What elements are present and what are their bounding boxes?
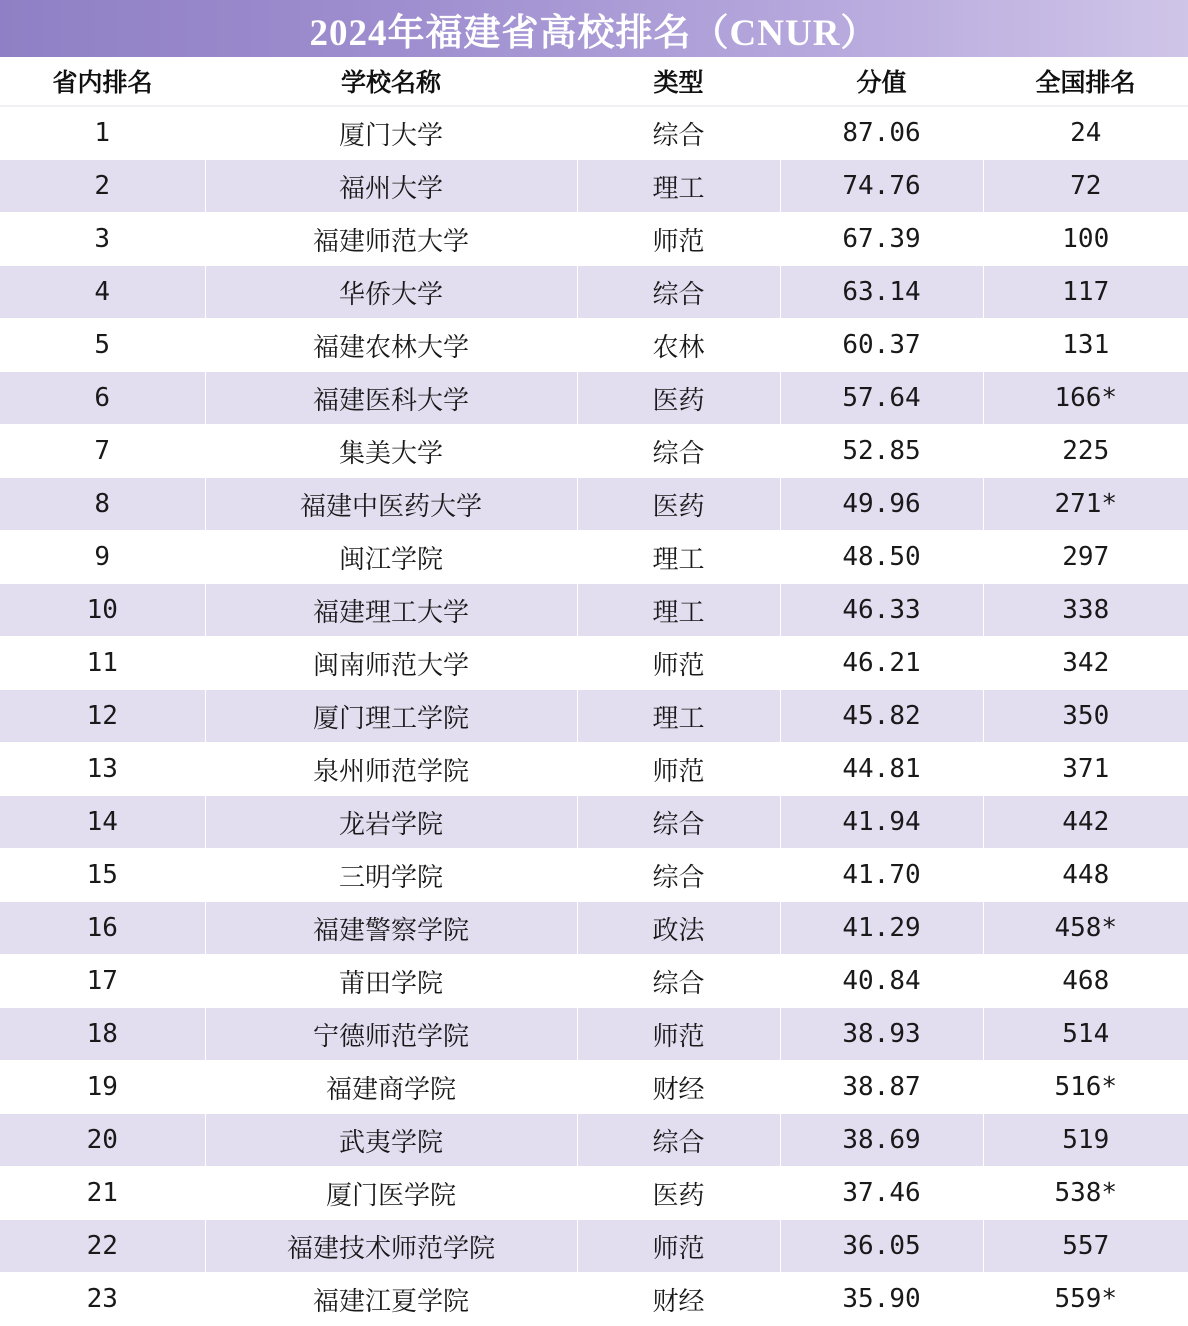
cell-type: 医药	[577, 478, 780, 531]
cell-national-rank: 371	[983, 743, 1188, 796]
cell-national-rank: 559*	[983, 1273, 1188, 1326]
cell-national-rank: 458*	[983, 902, 1188, 955]
column-header-type: 类型	[577, 57, 780, 106]
table-row	[0, 796, 1188, 849]
cell-province-rank: 6	[0, 372, 205, 425]
cell-province-rank: 16	[0, 902, 205, 955]
table-row	[0, 743, 1188, 796]
cell-school-name: 武夷学院	[205, 1114, 577, 1167]
column-header-score: 分值	[780, 57, 983, 106]
cell-score: 41.70	[780, 849, 983, 902]
cell-score: 49.96	[780, 478, 983, 531]
cell-school-name: 闽江学院	[205, 531, 577, 584]
cell-type: 医药	[577, 1167, 780, 1220]
cell-province-rank: 2	[0, 160, 205, 213]
cell-province-rank: 4	[0, 266, 205, 319]
cell-province-rank: 3	[0, 213, 205, 266]
column-header-national-rank: 全国排名	[983, 57, 1188, 106]
table-row	[0, 849, 1188, 902]
column-header-province-rank: 省内排名	[0, 57, 205, 106]
table-row	[0, 902, 1188, 955]
cell-province-rank: 19	[0, 1061, 205, 1114]
cell-national-rank: 338	[983, 584, 1188, 637]
cell-score: 37.46	[780, 1167, 983, 1220]
cell-type: 综合	[577, 955, 780, 1008]
column-header-school-name: 学校名称	[205, 57, 577, 106]
cell-province-rank: 17	[0, 955, 205, 1008]
table-row	[0, 1114, 1188, 1167]
cell-province-rank: 9	[0, 531, 205, 584]
cell-score: 67.39	[780, 213, 983, 266]
cell-type: 师范	[577, 743, 780, 796]
cell-national-rank: 297	[983, 531, 1188, 584]
cell-province-rank: 5	[0, 319, 205, 372]
cell-national-rank: 350	[983, 690, 1188, 743]
cell-national-rank: 342	[983, 637, 1188, 690]
cell-province-rank: 1	[0, 106, 205, 160]
cell-type: 财经	[577, 1061, 780, 1114]
cell-school-name: 泉州师范学院	[205, 743, 577, 796]
cell-score: 52.85	[780, 425, 983, 478]
table-row	[0, 955, 1188, 1008]
cell-type: 师范	[577, 1008, 780, 1061]
table-row	[0, 319, 1188, 372]
cell-score: 41.29	[780, 902, 983, 955]
cell-school-name: 龙岩学院	[205, 796, 577, 849]
cell-type: 理工	[577, 160, 780, 213]
cell-national-rank: 225	[983, 425, 1188, 478]
cell-national-rank: 442	[983, 796, 1188, 849]
cell-province-rank: 8	[0, 478, 205, 531]
table-row	[0, 1061, 1188, 1114]
cell-school-name: 宁德师范学院	[205, 1008, 577, 1061]
cell-school-name: 福建农林大学	[205, 319, 577, 372]
table-row	[0, 1167, 1188, 1220]
cell-national-rank: 538*	[983, 1167, 1188, 1220]
cell-score: 38.93	[780, 1008, 983, 1061]
cell-type: 理工	[577, 584, 780, 637]
cell-national-rank: 24	[983, 106, 1188, 160]
table-body	[0, 106, 1188, 1326]
cell-province-rank: 22	[0, 1220, 205, 1273]
table-row	[0, 1273, 1188, 1326]
cell-province-rank: 23	[0, 1273, 205, 1326]
cell-national-rank: 448	[983, 849, 1188, 902]
cell-school-name: 闽南师范大学	[205, 637, 577, 690]
cell-province-rank: 7	[0, 425, 205, 478]
cell-school-name: 福建中医药大学	[205, 478, 577, 531]
cell-province-rank: 20	[0, 1114, 205, 1167]
cell-national-rank: 131	[983, 319, 1188, 372]
cell-type: 理工	[577, 690, 780, 743]
cell-national-rank: 166*	[983, 372, 1188, 425]
cell-score: 45.82	[780, 690, 983, 743]
table-header	[0, 57, 1188, 106]
cell-province-rank: 13	[0, 743, 205, 796]
cell-school-name: 福建师范大学	[205, 213, 577, 266]
table-row	[0, 690, 1188, 743]
cell-province-rank: 15	[0, 849, 205, 902]
table-row	[0, 106, 1188, 160]
cell-province-rank: 10	[0, 584, 205, 637]
cell-school-name: 福建医科大学	[205, 372, 577, 425]
cell-school-name: 福建江夏学院	[205, 1273, 577, 1326]
table-row	[0, 584, 1188, 637]
cell-school-name: 三明学院	[205, 849, 577, 902]
cell-national-rank: 271*	[983, 478, 1188, 531]
cell-school-name: 厦门大学	[205, 106, 577, 160]
cell-type: 综合	[577, 796, 780, 849]
cell-school-name: 福建技术师范学院	[205, 1220, 577, 1273]
cell-score: 35.90	[780, 1273, 983, 1326]
cell-school-name: 福建理工大学	[205, 584, 577, 637]
cell-score: 74.76	[780, 160, 983, 213]
cell-national-rank: 72	[983, 160, 1188, 213]
cell-score: 46.33	[780, 584, 983, 637]
cell-score: 38.87	[780, 1061, 983, 1114]
cell-score: 41.94	[780, 796, 983, 849]
cell-type: 师范	[577, 213, 780, 266]
cell-score: 44.81	[780, 743, 983, 796]
cell-type: 综合	[577, 425, 780, 478]
cell-school-name: 福建警察学院	[205, 902, 577, 955]
cell-national-rank: 519	[983, 1114, 1188, 1167]
table-row	[0, 531, 1188, 584]
table-row	[0, 266, 1188, 319]
cell-score: 46.21	[780, 637, 983, 690]
cell-school-name: 福建商学院	[205, 1061, 577, 1114]
cell-national-rank: 516*	[983, 1061, 1188, 1114]
cell-type: 综合	[577, 849, 780, 902]
cell-type: 理工	[577, 531, 780, 584]
cell-score: 36.05	[780, 1220, 983, 1273]
cell-school-name: 集美大学	[205, 425, 577, 478]
header-row	[0, 57, 1188, 106]
page-title: 2024年福建省高校排名（CNUR）	[309, 12, 879, 54]
cell-school-name: 福州大学	[205, 160, 577, 213]
cell-score: 87.06	[780, 106, 983, 160]
cell-school-name: 厦门医学院	[205, 1167, 577, 1220]
cell-province-rank: 12	[0, 690, 205, 743]
cell-national-rank: 100	[983, 213, 1188, 266]
cell-province-rank: 18	[0, 1008, 205, 1061]
cell-province-rank: 21	[0, 1167, 205, 1220]
cell-national-rank: 514	[983, 1008, 1188, 1061]
cell-national-rank: 557	[983, 1220, 1188, 1273]
table-row	[0, 372, 1188, 425]
table-row	[0, 637, 1188, 690]
cell-type: 农林	[577, 319, 780, 372]
cell-province-rank: 14	[0, 796, 205, 849]
cell-score: 63.14	[780, 266, 983, 319]
cell-national-rank: 117	[983, 266, 1188, 319]
cell-school-name: 华侨大学	[205, 266, 577, 319]
cell-score: 38.69	[780, 1114, 983, 1167]
cell-type: 师范	[577, 1220, 780, 1273]
cell-type: 政法	[577, 902, 780, 955]
cell-school-name: 厦门理工学院	[205, 690, 577, 743]
cell-province-rank: 11	[0, 637, 205, 690]
cell-type: 师范	[577, 637, 780, 690]
cell-type: 财经	[577, 1273, 780, 1326]
university-ranking-table	[0, 57, 1188, 1326]
cell-score: 57.64	[780, 372, 983, 425]
table-row	[0, 425, 1188, 478]
cell-score: 60.37	[780, 319, 983, 372]
cell-type: 综合	[577, 1114, 780, 1167]
cell-score: 40.84	[780, 955, 983, 1008]
table-row	[0, 1220, 1188, 1273]
title-bar	[0, 0, 1188, 57]
cell-national-rank: 468	[983, 955, 1188, 1008]
cell-school-name: 莆田学院	[205, 955, 577, 1008]
table-row	[0, 213, 1188, 266]
cell-type: 综合	[577, 106, 780, 160]
cell-score: 48.50	[780, 531, 983, 584]
table-row	[0, 1008, 1188, 1061]
cell-type: 医药	[577, 372, 780, 425]
table-row	[0, 478, 1188, 531]
table-row	[0, 160, 1188, 213]
cell-type: 综合	[577, 266, 780, 319]
